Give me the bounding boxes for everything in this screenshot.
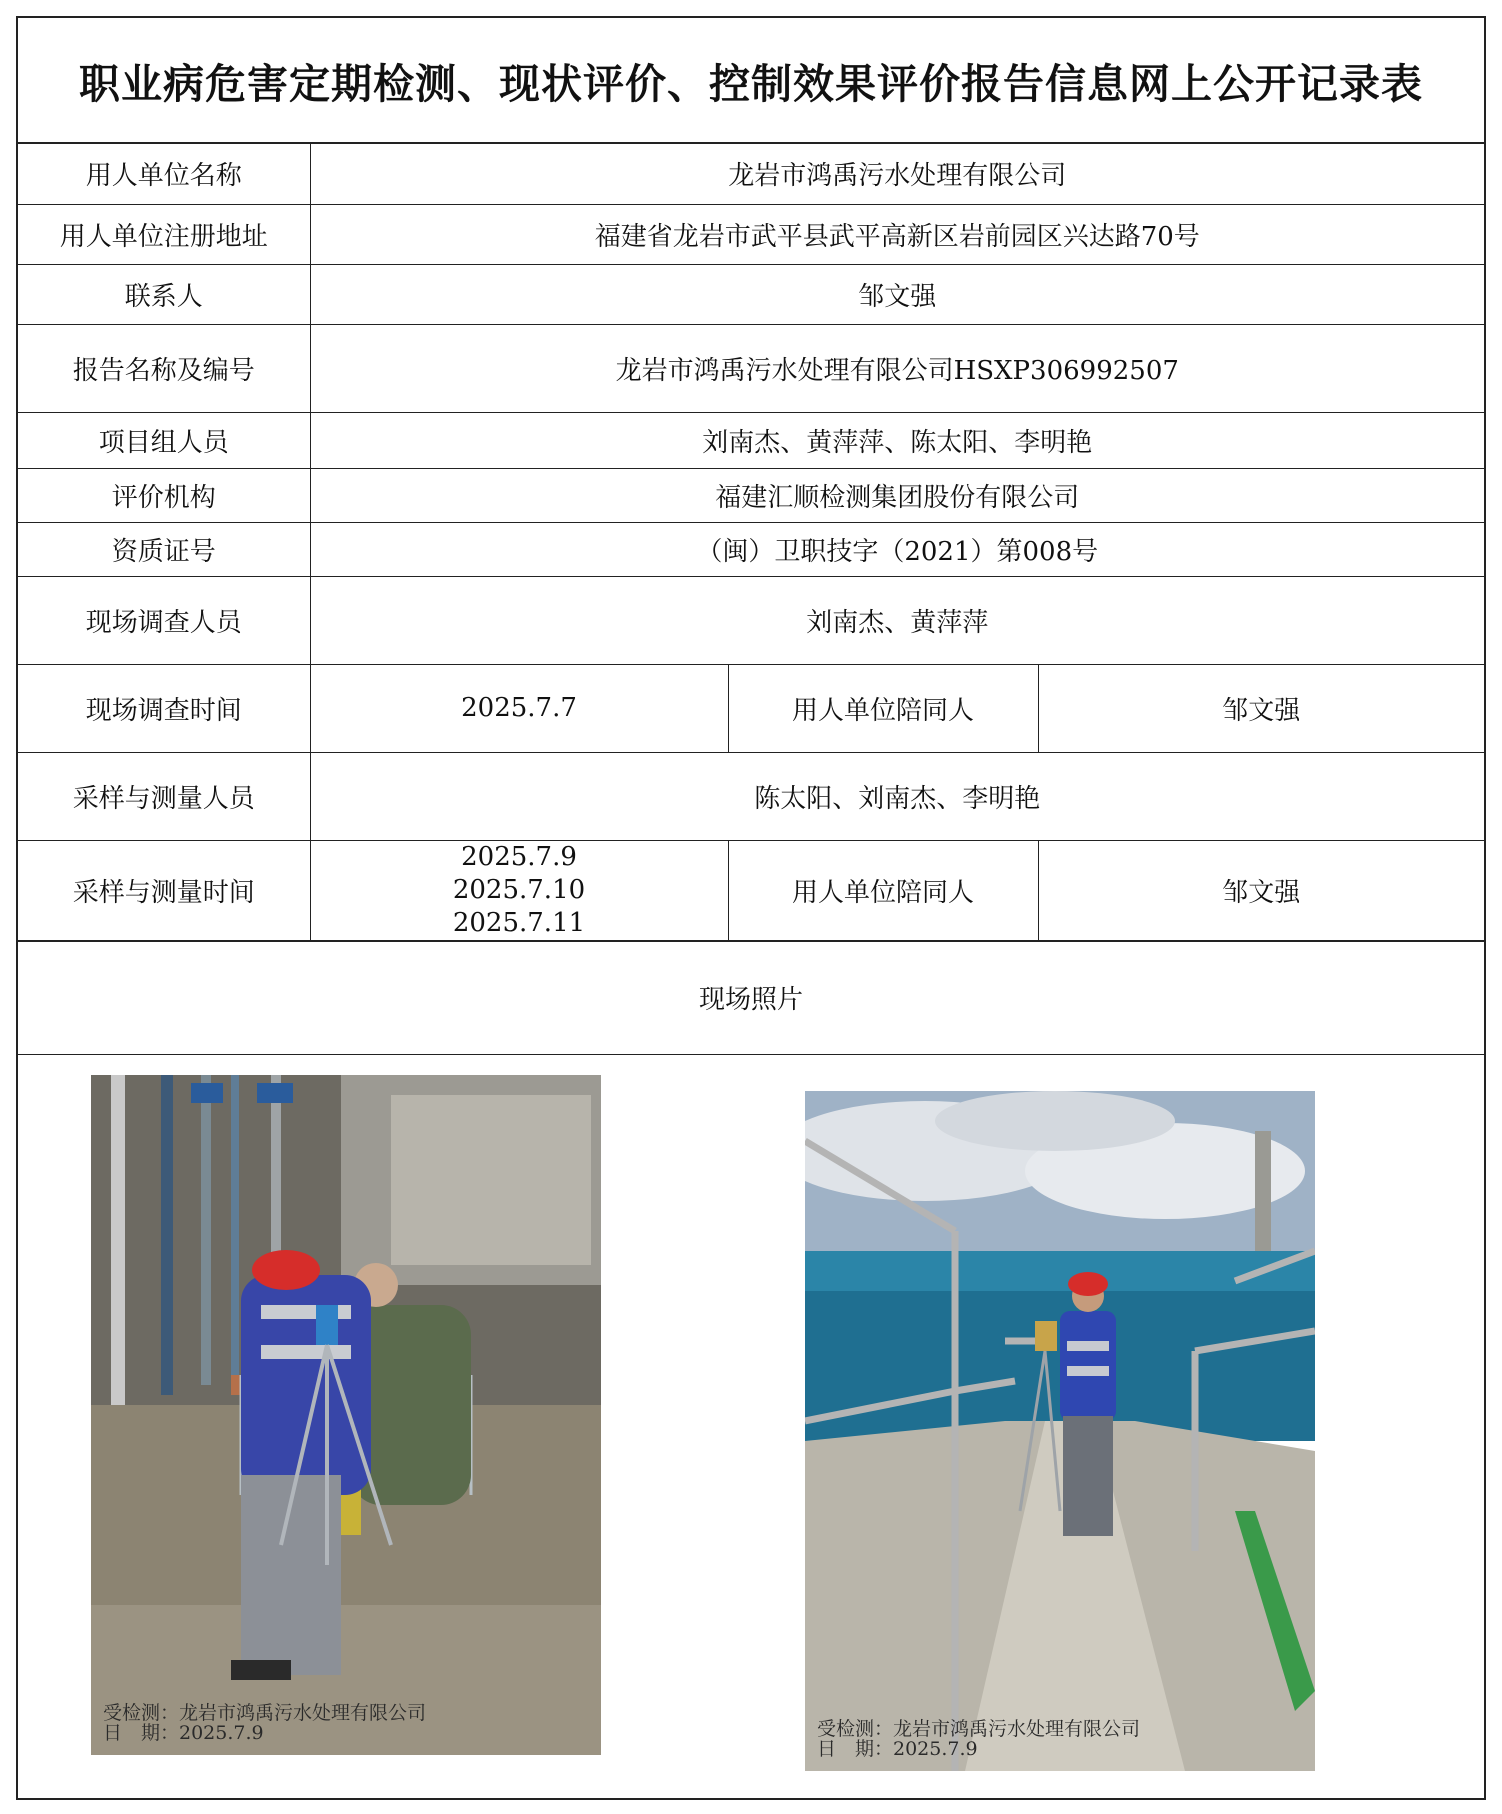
row-sampling-staff xyxy=(18,752,1484,840)
photo-2-caption xyxy=(817,1719,1140,1759)
value-report: 龙岩市鸿禹污水处理有限公司HSXP306992507 xyxy=(310,324,1484,412)
info-table xyxy=(18,144,1484,941)
label-survey-companion: 用人单位陪同人 xyxy=(728,664,1038,752)
photo-1-caption-line2: 日 期：2025.7.9 xyxy=(103,1721,264,1744)
site-photo-1 xyxy=(91,1075,601,1755)
value-survey-time: 2025.7.7 xyxy=(310,664,728,752)
sampling-date: 2025.7.11 xyxy=(452,907,586,938)
page-title: 职业病危害定期检测、现状评价、控制效果评价报告信息网上公开记录表 xyxy=(18,18,1484,144)
row-agency xyxy=(18,468,1484,522)
label-employer-address: 用人单位注册地址 xyxy=(18,204,310,264)
photo-1-caption-line1: 受检测：龙岩市鸿禹污水处理有限公司 xyxy=(103,1701,427,1724)
label-survey-staff: 现场调查人员 xyxy=(18,576,310,664)
row-sampling-time xyxy=(18,840,1484,940)
photos-header: 现场照片 xyxy=(18,941,1484,1055)
sampling-date: 2025.7.9 xyxy=(461,841,577,872)
value-survey-companion: 邹文强 xyxy=(1038,664,1484,752)
label-cert: 资质证号 xyxy=(18,522,310,576)
photo-2-caption-line2: 日 期：2025.7.9 xyxy=(817,1737,978,1760)
label-agency: 评价机构 xyxy=(18,468,310,522)
row-survey-staff xyxy=(18,576,1484,664)
row-survey-time xyxy=(18,664,1484,752)
value-sampling-dates xyxy=(310,840,728,940)
record-sheet xyxy=(16,16,1486,1800)
photo-2-caption-line1: 受检测：龙岩市鸿禹污水处理有限公司 xyxy=(817,1717,1141,1740)
value-cert: （闽）卫职技字（2021）第008号 xyxy=(310,522,1484,576)
label-contact: 联系人 xyxy=(18,264,310,324)
row-team xyxy=(18,412,1484,468)
site-photo-2 xyxy=(805,1091,1315,1771)
row-report xyxy=(18,324,1484,412)
photos-area xyxy=(18,1055,1484,1810)
value-sampling-companion: 邹文强 xyxy=(1038,840,1484,940)
value-agency: 福建汇顺检测集团股份有限公司 xyxy=(310,468,1484,522)
value-sampling-staff: 陈太阳、刘南杰、李明艳 xyxy=(310,752,1484,840)
label-sampling-companion: 用人单位陪同人 xyxy=(728,840,1038,940)
label-sampling-staff: 采样与测量人员 xyxy=(18,752,310,840)
value-survey-staff: 刘南杰、黄萍萍 xyxy=(310,576,1484,664)
value-employer-address: 福建省龙岩市武平县武平高新区岩前园区兴达路70号 xyxy=(310,204,1484,264)
row-contact xyxy=(18,264,1484,324)
row-employer-address xyxy=(18,204,1484,264)
value-employer-name: 龙岩市鸿禹污水处理有限公司 xyxy=(310,144,1484,204)
label-report: 报告名称及编号 xyxy=(18,324,310,412)
label-team: 项目组人员 xyxy=(18,412,310,468)
photo-1-caption xyxy=(103,1703,426,1743)
label-survey-time: 现场调查时间 xyxy=(18,664,310,752)
sampling-date: 2025.7.10 xyxy=(452,874,586,905)
value-team: 刘南杰、黄萍萍、陈太阳、李明艳 xyxy=(310,412,1484,468)
value-contact: 邹文强 xyxy=(310,264,1484,324)
row-cert xyxy=(18,522,1484,576)
label-sampling-time: 采样与测量时间 xyxy=(18,840,310,940)
label-employer-name: 用人单位名称 xyxy=(18,144,310,204)
row-employer-name xyxy=(18,144,1484,204)
